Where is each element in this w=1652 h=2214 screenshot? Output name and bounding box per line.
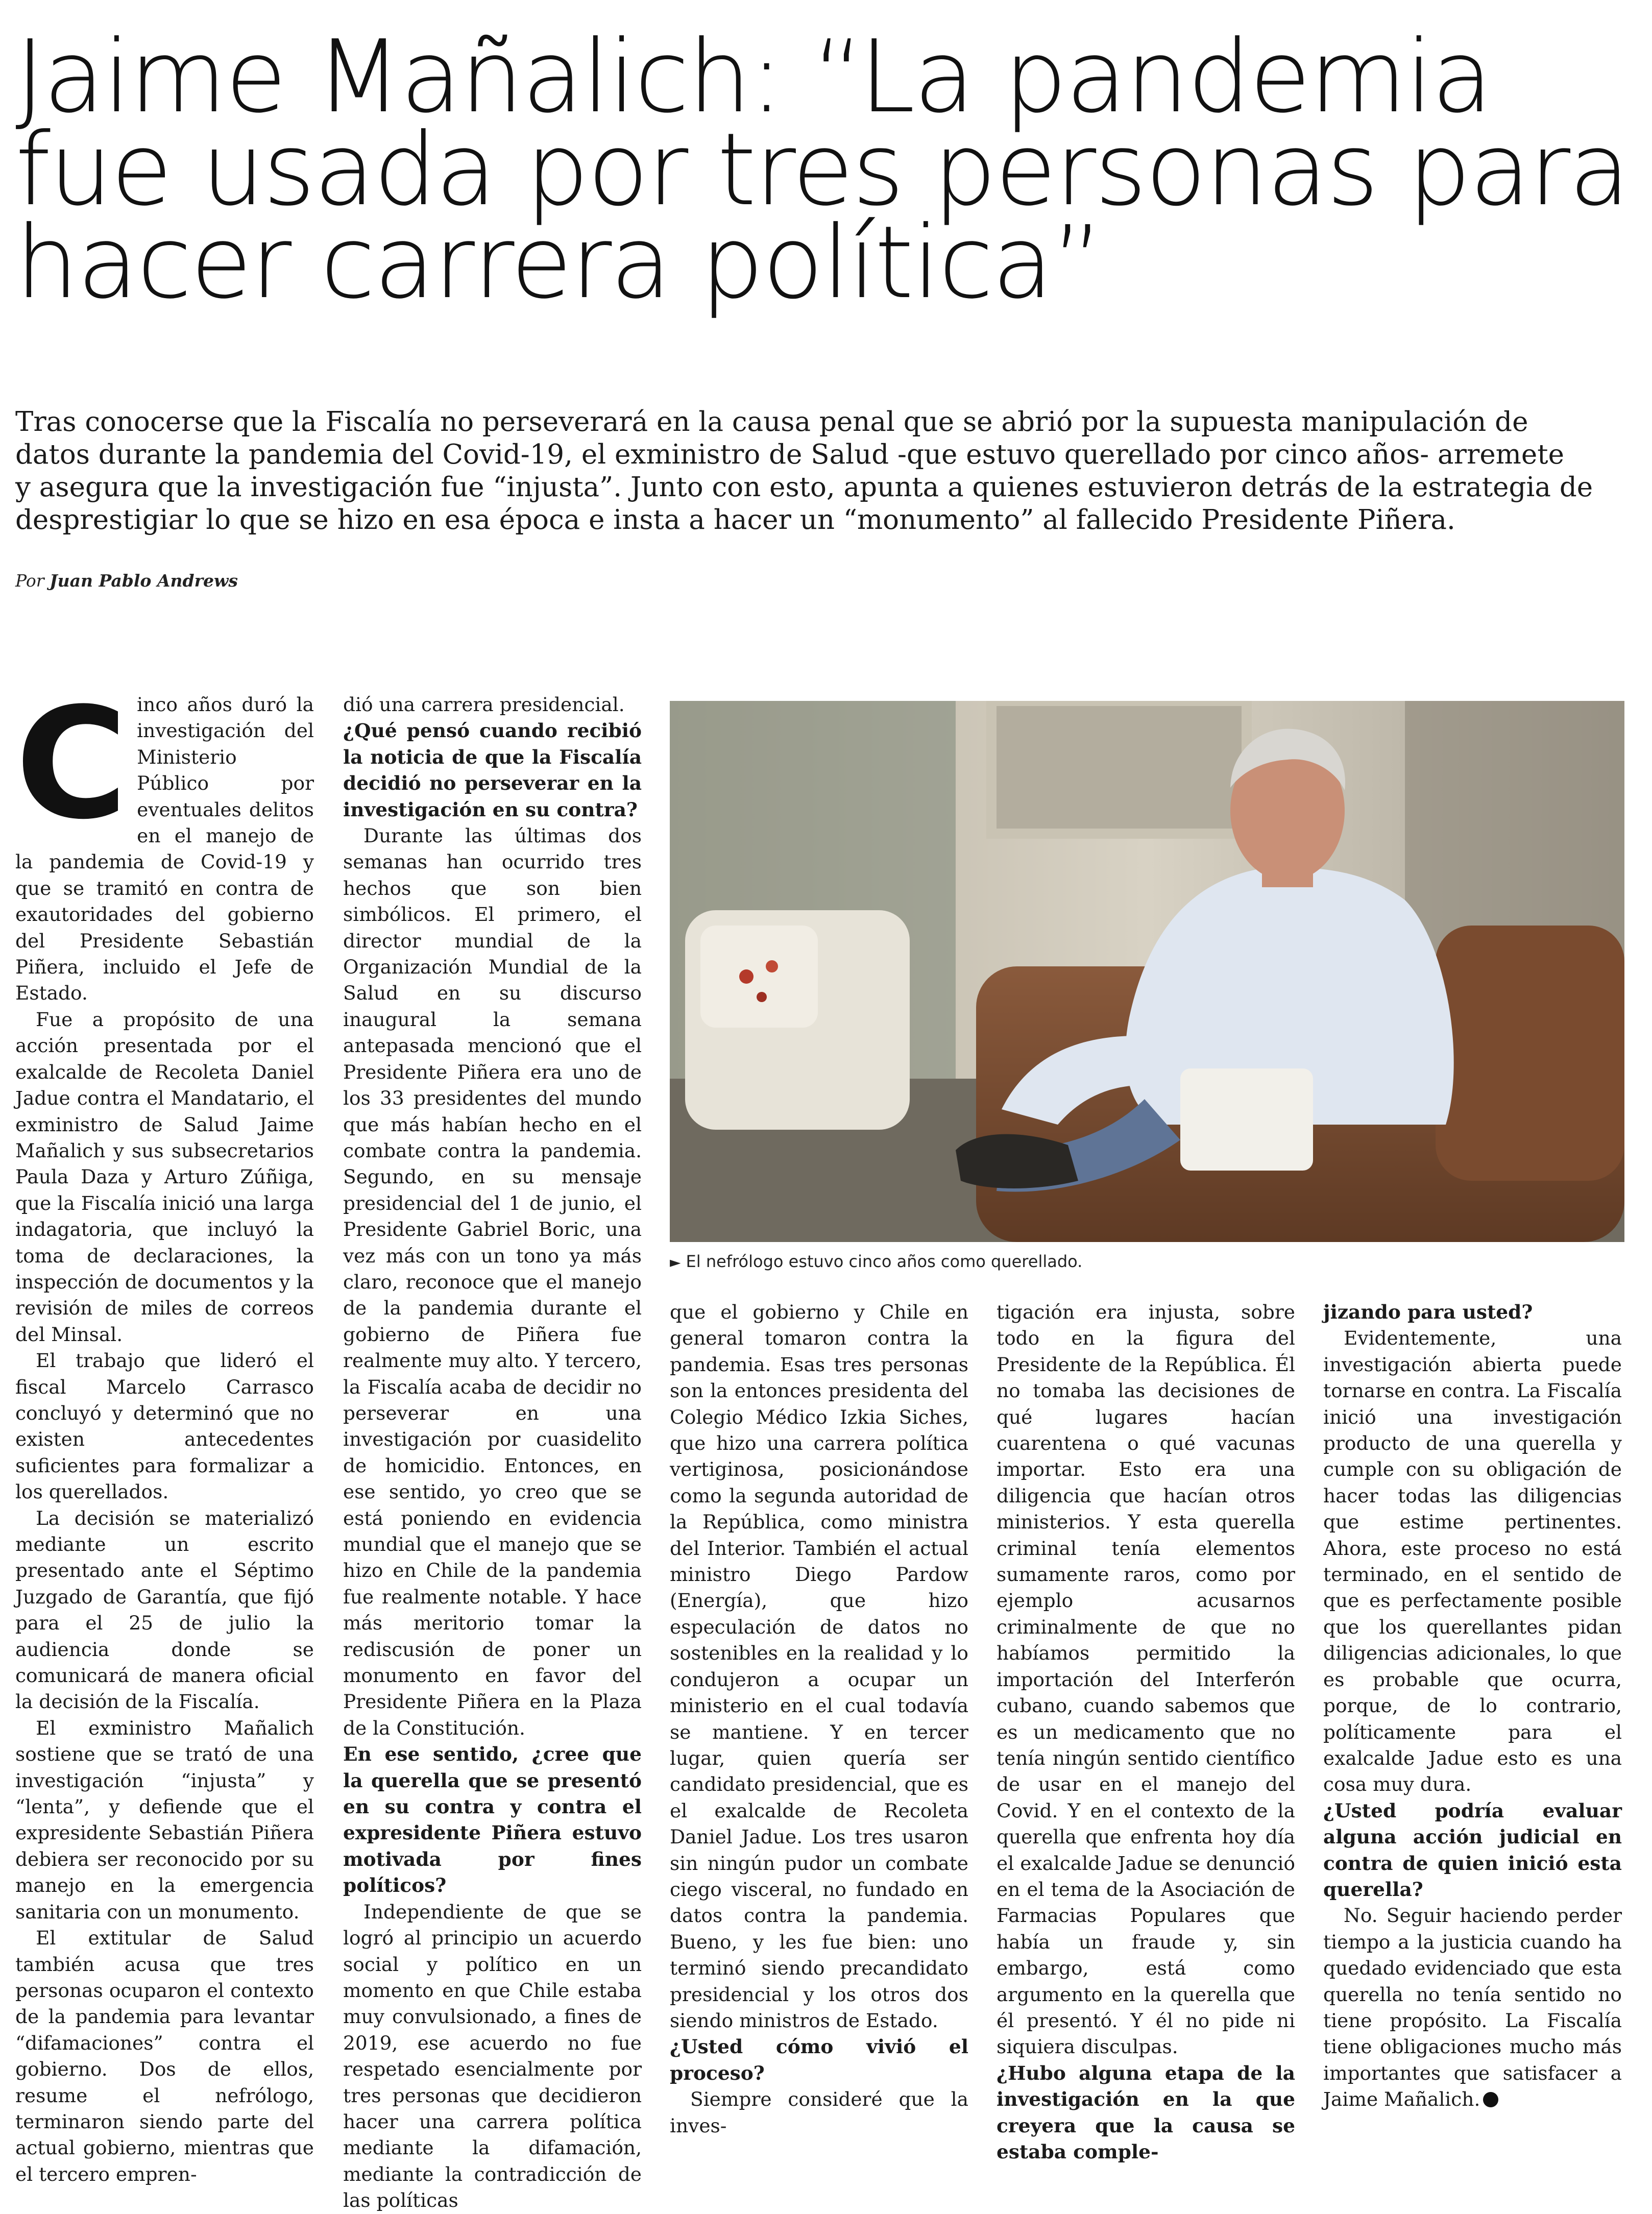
interview-answer: tigación era injusta, sobre todo en la figura del Presidente de la República. Él no tomaba las decisiones de qué lugares hacían cuarentena o qué vacunas importar. Esto era una diligencia que hacían otros ministerios. Y esta querella criminal tenía elementos sumamente raros, como por ejemplo acusarnos criminalmente de que no habíamos permitido la importación del Interferón cubano, cuando sabemos que es un medicamento que no tenía ningún sentido científico de usar en el manejo del Covid. Y en el contexto de la querella que enfrenta hoy día el exalcalde Jadue se denunció en el tema de la Asociación de Farmacias Populares que había un fraude y, sin embargo, está como argumento en la querella que él presentó. Y él no pide ni siquiera disculpas.: [997, 1301, 1295, 2058]
drop-cap: C: [15, 675, 128, 853]
headline: [15, 19, 1639, 321]
interview-question: ¿Usted cómo vivió el proceso?: [670, 2035, 968, 2084]
portrait-illustration: [670, 701, 1624, 1242]
byline-prefix: Por: [15, 571, 44, 591]
article-paragraph: El extitular de Salud también acusa que tres personas ocuparon el contexto de la pandemia para levantar “difamaciones” contra el gobierno. Dos de ellos, resume el nefrólogo, terminaron siendo parte del actual gobierno, mientras que el tercero empren-: [15, 1927, 314, 2185]
deck-line: Tras conocerse que la Fiscalía no perseverará en la causa penal que se abrió por la supuesta manipulación de: [15, 406, 1528, 437]
interview-question: ¿Qué pensó cuando recibió la noticia de que la Fiscalía decidió no perseverar en la investigación en su contra?: [343, 719, 642, 821]
interview-question: jizando para usted?: [1323, 1301, 1533, 1323]
deck: [15, 406, 1639, 537]
caption-text: El nefrólogo estuvo cinco años como querellado.: [686, 1252, 1083, 1271]
interview-answer: Durante las últimas dos semanas han ocurrido tres hechos que son bien simbólicos. El primero, el director mundial de la Organización Mundial de la Salud en su discurso inaugural la semana antepasada mencionó que el Presidente Piñera era uno de los 33 presidentes del mundo que más habían hecho en el combate contra la pandemia. Segundo, en su mensaje presidencial del 1 de junio, el Presidente Gabriel Boric, una vez más con un tono ya más claro, reconoce que el manejo de la pandemia durante el gobierno de Piñera fue realmente muy alto. Y tercero, la Fiscalía acaba de decidir no perseverar en una investigación por cuasidelito de homicidio. Entonces, en ese sentido, yo creo que se está poniendo en evidencia mundial que el manejo que se hizo en Chile de la pandemia fue realmente notable. Y hace más meritorio tomar la rediscusión de poner un monumento en favor del Presidente Piñera en la Plaza de la Constitución.: [343, 824, 642, 1739]
interview-answer: Siempre consideré que la inves-: [670, 2088, 968, 2137]
article-column-4: [997, 1299, 1295, 2165]
article-paragraph: dió una carrera presidencial.: [343, 693, 625, 716]
article-column-5: [1323, 1299, 1622, 2113]
interview-answer: Evidentemente, una investigación abierta puede tornarse en contra. La Fiscalía inició una investigación producto de una querella y cumple con su obligación de hacer todas las diligencias que estime pertinentes. Ahora, este proceso no está terminado, en el sentido de que es perfectamente posible que los querellantes pidan diligencias adicionales, lo que es probable que ocurra, porque, de lo contrario, políticamente para el exalcalde Jadue esto es una cosa muy dura.: [1323, 1327, 1622, 1796]
article-column-1: [15, 675, 314, 2187]
byline-author: Juan Pablo Andrews: [50, 571, 238, 591]
headline-line: hacer carrera política”: [15, 205, 1102, 321]
interview-answer: [1323, 1903, 1622, 2112]
interview-question: En ese sentido, ¿cree que la querella que se presentó en su contra y contra el expresidente Piñera estuvo motivada por fines políticos?: [343, 1743, 642, 1897]
article-paragraph: Fue a propósito de una acción presentada por el exalcalde de Recoleta Daniel Jadue contra el Mandatario, el exministro de Salud Jaime Mañalich y sus subsecretarios Paula Daza y Arturo Zúñiga, que la Fiscalía inició una larga indagatoria, que incluyó la toma de declaraciones, la inspección de documentos y la revisión de miles de correos del Minsal.: [15, 1008, 314, 1346]
article-paragraph: El exministro Mañalich sostiene que se trató de una investigación “injusta” y “lenta”, y defiende que el expresidente Sebastián Piñera debiera ser reconocido por su manejo en la emergencia sanitaria con un monumento.: [15, 1716, 314, 1923]
paragraph-text: inco años duró la investigación del Ministerio Público por eventuales delitos en el manejo de la pandemia de Covid-19 y que se tramitó en contra de exautoridades del gobierno del Presidente Sebastián Piñera, incluido el Jefe de Estado.: [15, 693, 314, 1005]
answer-text: No. Seguir haciendo perder tiempo a la justicia cuando ha quedado evidenciado que esta querella no tenía sentido no tiene propósito. La Fiscalía tiene obligaciones mucho más importantes que satisfacer a Jaime Mañalich.: [1323, 1904, 1622, 2111]
deck-line: desprestigiar lo que se hizo en esa época e insta a hacer un “monumento” al fallecido Presidente Piñera.: [15, 504, 1455, 536]
article-paragraph: La decisión se materializó mediante un escrito presentado ante el Séptimo Juzgado de Garantía, que fijó para el 25 de julio la audiencia donde se comunicará de manera oficial la decisión de la Fiscalía.: [15, 1506, 314, 1713]
caption-marker-icon: ►: [670, 1254, 681, 1271]
article-paragraph: El trabajo que lideró el fiscal Marcelo Carrasco concluyó y determinó que no existen antecedentes suficientes para formalizar a los querellados.: [15, 1349, 314, 1503]
byline: [15, 571, 238, 591]
article-column-3: [670, 1299, 968, 2139]
end-mark-icon: [1483, 2092, 1498, 2107]
headline-line: fue usada por tres personas para: [15, 112, 1629, 228]
article-paragraph: [15, 675, 314, 1007]
interview-answer: Independiente de que se logró al principio un acuerdo social y político en un momento en que Chile estaba muy convulsionado, a fines de 2019, ese acuerdo no fue respetado esencialmente por tres personas que decidieron hacer una carrera política mediante la difamación, mediante la contradicción de las políticas: [343, 1900, 642, 2212]
deck-line: datos durante la pandemia del Covid-19, el exministro de Salud -que estuvo querellado por cinco años- arremete: [15, 439, 1564, 470]
interview-question: ¿Usted podría evaluar alguna acción judicial en contra de quien inició esta querella?: [1323, 1799, 1622, 1901]
photo-caption: [670, 1252, 1082, 1271]
article-column-2: [343, 692, 642, 2214]
interview-question: ¿Hubo alguna etapa de la investigación en la que creyera que la causa se estaba comple-: [997, 2061, 1295, 2163]
interview-answer: que el gobierno y Chile en general tomaron contra la pandemia. Esas tres personas son la entonces presidenta del Colegio Médico Izkia Siches, que hizo una carrera política vertiginosa, posicionándose como la segunda autoridad de la República, como ministra del Interior. También el actual ministro Diego Pardow (Energía), que hizo especulación de datos no sostenibles en la realidad y lo condujeron a ocupar un ministerio en el cual todavía se mantiene. Y en tercer lugar, quien quería ser candidato presidencial, que es el exalcalde de Recoleta Daniel Jadue. Los tres usaron sin ningún pudor un combate ciego visceral, no fundado en datos contra la pandemia. Bueno, y les fue bien: uno terminó siendo precandidato presidencial y los otros dos siendo ministros de Estado.: [670, 1301, 968, 2032]
deck-line: y asegura que la investigación fue “injusta”. Junto con esto, apunta a quienes estuvieron detrás de la estrategia de: [15, 472, 1593, 503]
headline-line: Jaime Mañalich: “La pandemia: [15, 19, 1492, 135]
portrait-photo: [670, 701, 1624, 1242]
